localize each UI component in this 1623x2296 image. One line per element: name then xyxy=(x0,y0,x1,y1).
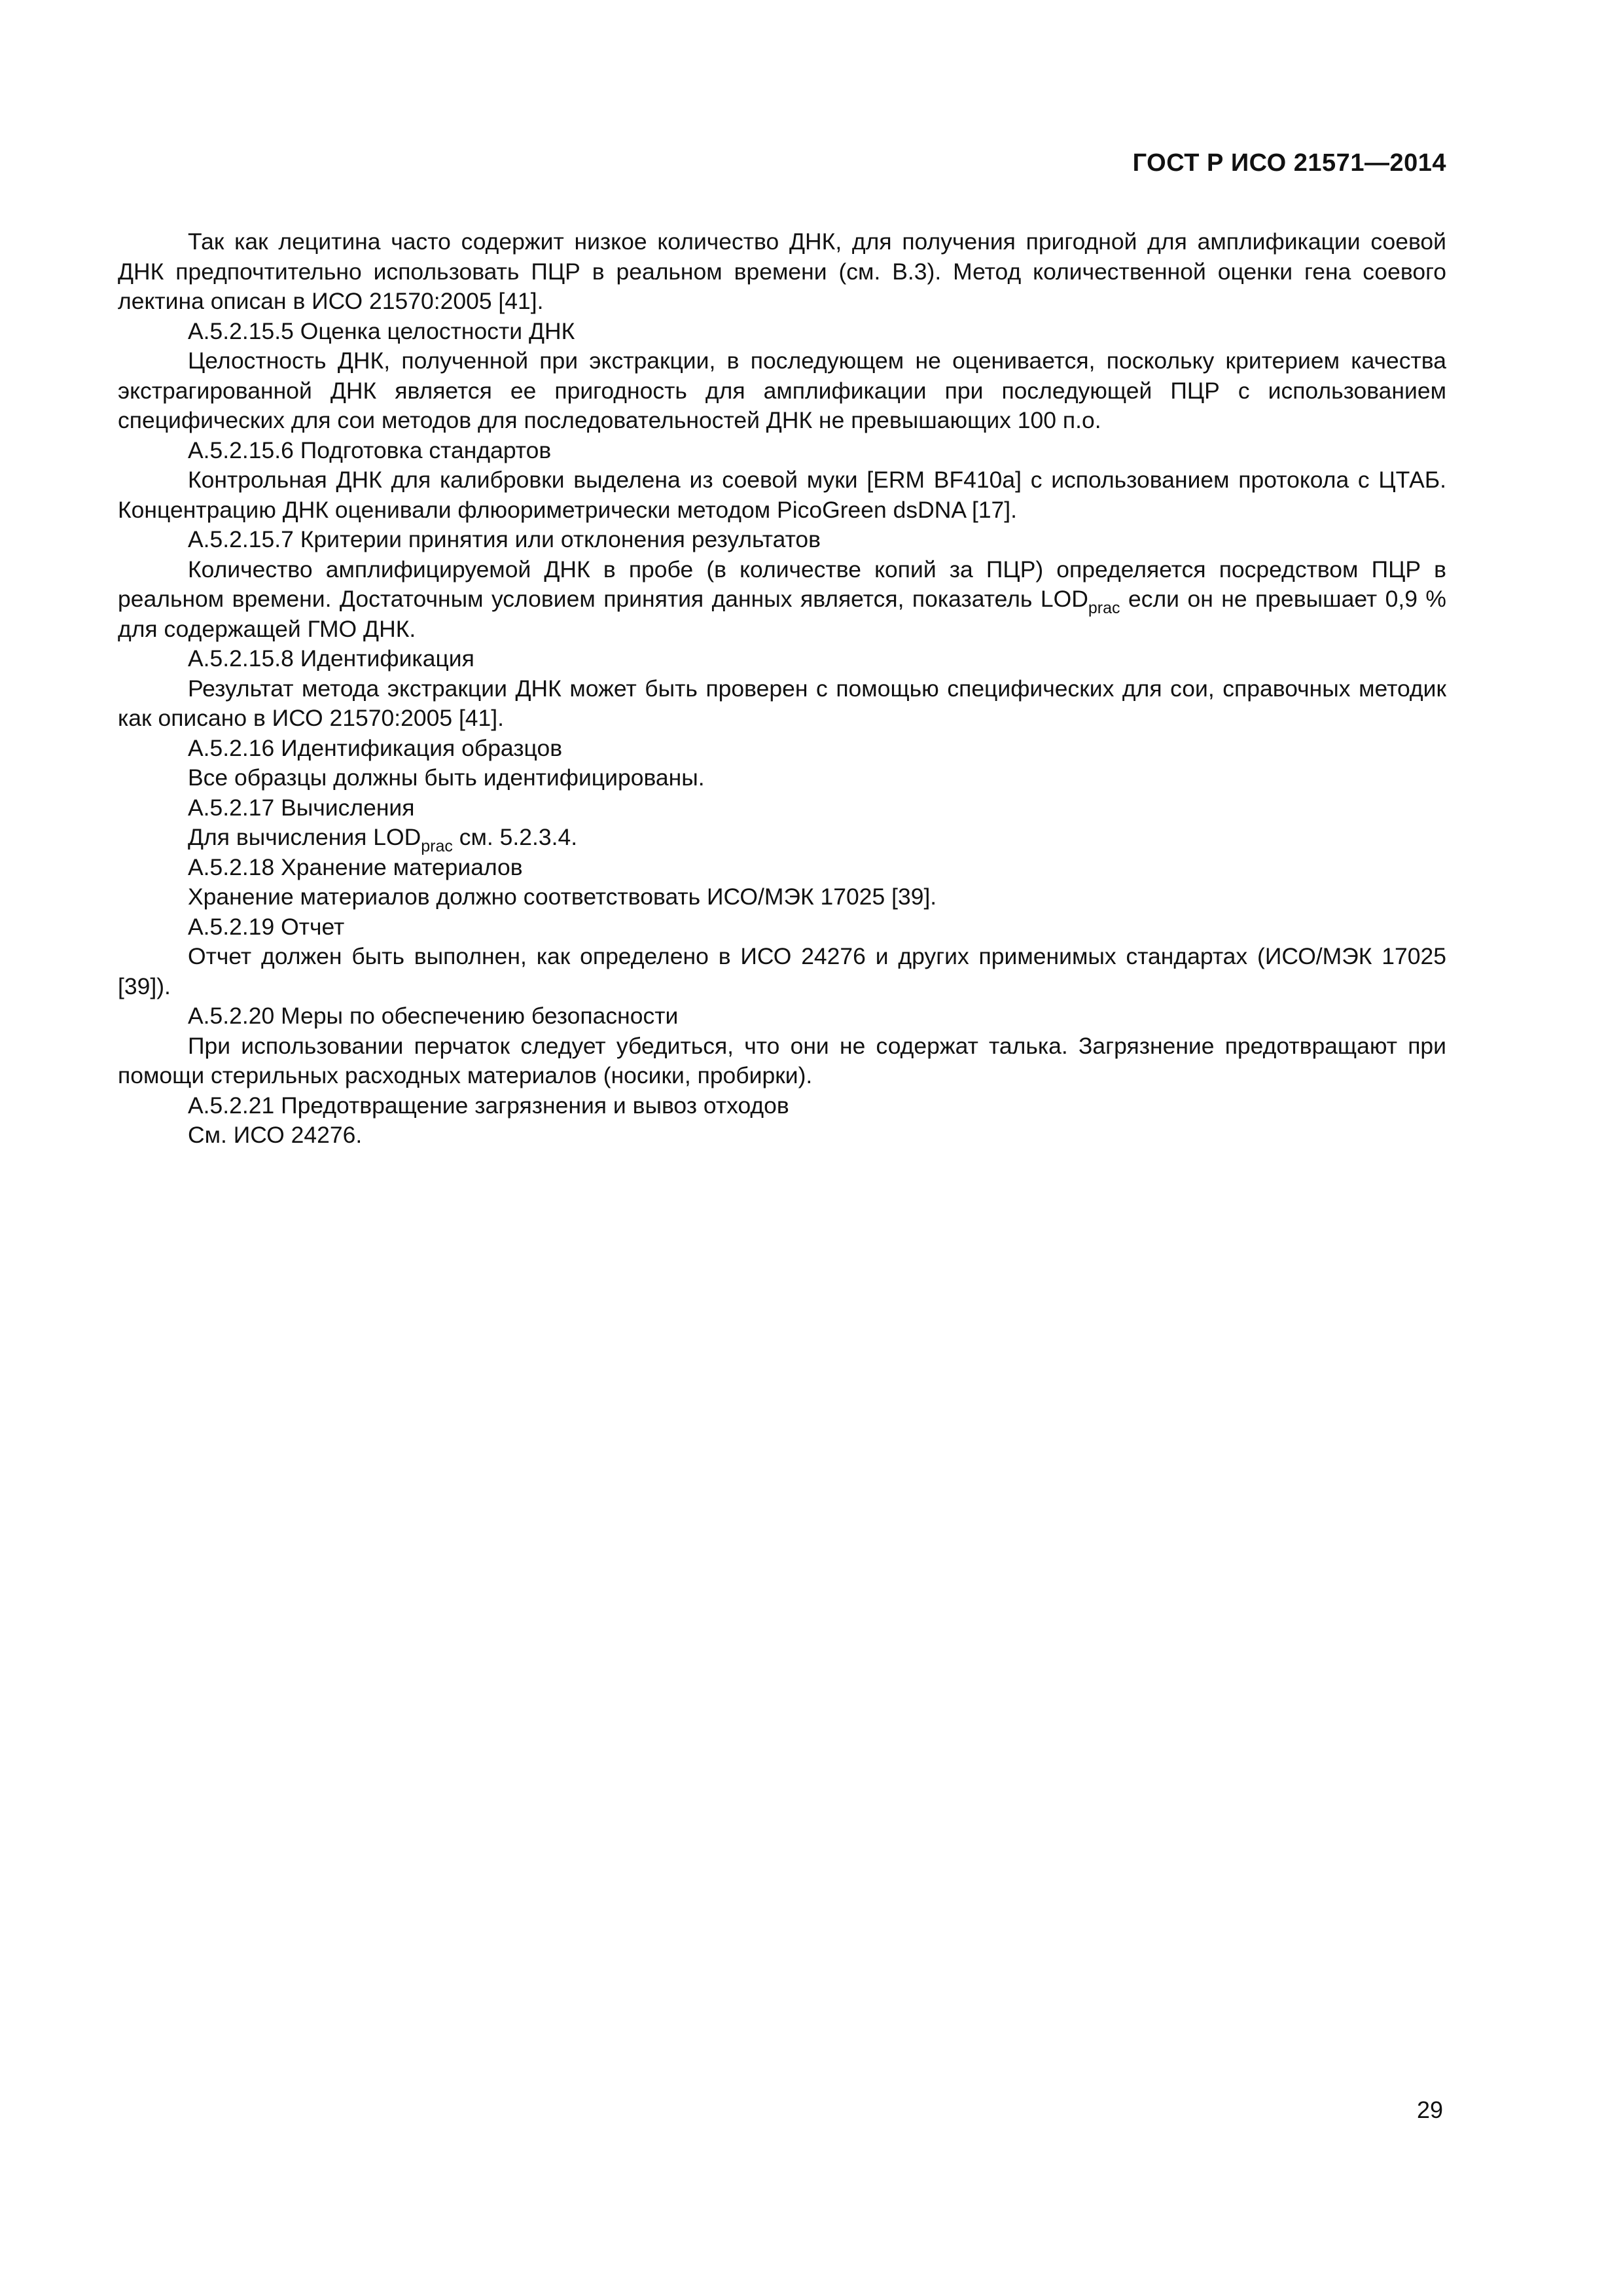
lod-subscript: prac xyxy=(1088,599,1120,617)
paragraph-storage: Хранение материалов должно соответствовать ИСО/МЭК 17025 [39]. xyxy=(188,884,937,910)
section-heading-dna-integrity: А.5.2.15.5 Оценка целостности ДНК xyxy=(188,317,575,344)
section-heading-calculations: А.5.2.17 Вычисления xyxy=(188,794,415,821)
paragraph-calculations xyxy=(118,823,1446,853)
paragraph-lecithin: Так как лецитина часто содержит низкое количество ДНК, для получения пригодной для амплификации соевой ДНК предпочтительно использовать ПЦР в реальном времени (см. В.3). Метод количественной оценки гена соевого лектина описан в ИСО 21570:2005 [41]. xyxy=(118,228,1446,314)
calc-text-start: Для вычисления LOD xyxy=(188,824,421,850)
calc-text-end: см. 5.2.3.4. xyxy=(452,824,578,850)
paragraph-acceptance-criteria xyxy=(118,555,1446,645)
paragraph-identification: Результат метода экстракции ДНК может быть проверен с помощью специфических для сои, справочных методик как описано в ИСО 21570:2005 [41]. xyxy=(118,675,1446,731)
paragraph-safety: При использовании перчаток следует убедиться, что они не содержат талька. Загрязнение предотвращают при помощи стерильных расходных материалов (носики, пробирки). xyxy=(118,1032,1446,1088)
section-heading-contamination: А.5.2.21 Предотвращение загрязнения и вывоз отходов xyxy=(188,1092,789,1119)
document-header-standard-code: ГОСТ Р ИСО 21571—2014 xyxy=(1132,149,1446,177)
paragraph-report: Отчет должен быть выполнен, как определено в ИСО 24276 и других применимых стандартах (ИСО/МЭК 17025 [39]). xyxy=(118,943,1446,999)
section-heading-storage: А.5.2.18 Хранение материалов xyxy=(188,853,523,880)
paragraph-contamination: См. ИСО 24276. xyxy=(188,1122,363,1148)
section-heading-safety: А.5.2.20 Меры по обеспечению безопасности xyxy=(188,1003,679,1029)
section-heading-standards-preparation: А.5.2.15.6 Подготовка стандартов xyxy=(188,437,552,463)
section-heading-sample-identification: А.5.2.16 Идентификация образцов xyxy=(188,734,563,761)
section-heading-identification: А.5.2.15.8 Идентификация xyxy=(188,645,474,672)
section-heading-acceptance-criteria: А.5.2.15.7 Критерии принятия или отклонения результатов xyxy=(188,526,821,552)
section-heading-report: А.5.2.19 Отчет xyxy=(188,913,345,940)
document-body xyxy=(118,227,1446,1151)
paragraph-sample-identification: Все образцы должны быть идентифицированы. xyxy=(188,764,705,791)
paragraph-standards-preparation: Контрольная ДНК для калибровки выделена из соевой муки [ERM BF410a] с использованием протокола с ЦТАБ. Концентрацию ДНК оценивали флюориметрически методом PicoGreen dsDNA [17]. xyxy=(118,467,1446,523)
lod-subscript: prac xyxy=(421,837,453,855)
criteria-text-end: если он не превышает 0,9 % для содержащей ГМО ДНК. xyxy=(118,586,1447,642)
page-number: 29 xyxy=(1416,2096,1443,2123)
criteria-text-start: Количество амплифицируемой ДНК в пробе (в количестве копий за ПЦР) определяется посредством ПЦР в реальном времени. Достаточным условием принятия данных является, показатель LOD xyxy=(118,556,1446,612)
paragraph-dna-integrity: Целостность ДНК, полученной при экстракции, в последующем не оценивается, поскольку критерием качества экстрагированной ДНК является ее пригодность для амплификации при последующей ПЦР с использованием специфических для сои методов для последовательностей ДНК не превышающих 100 п.о. xyxy=(118,348,1446,433)
